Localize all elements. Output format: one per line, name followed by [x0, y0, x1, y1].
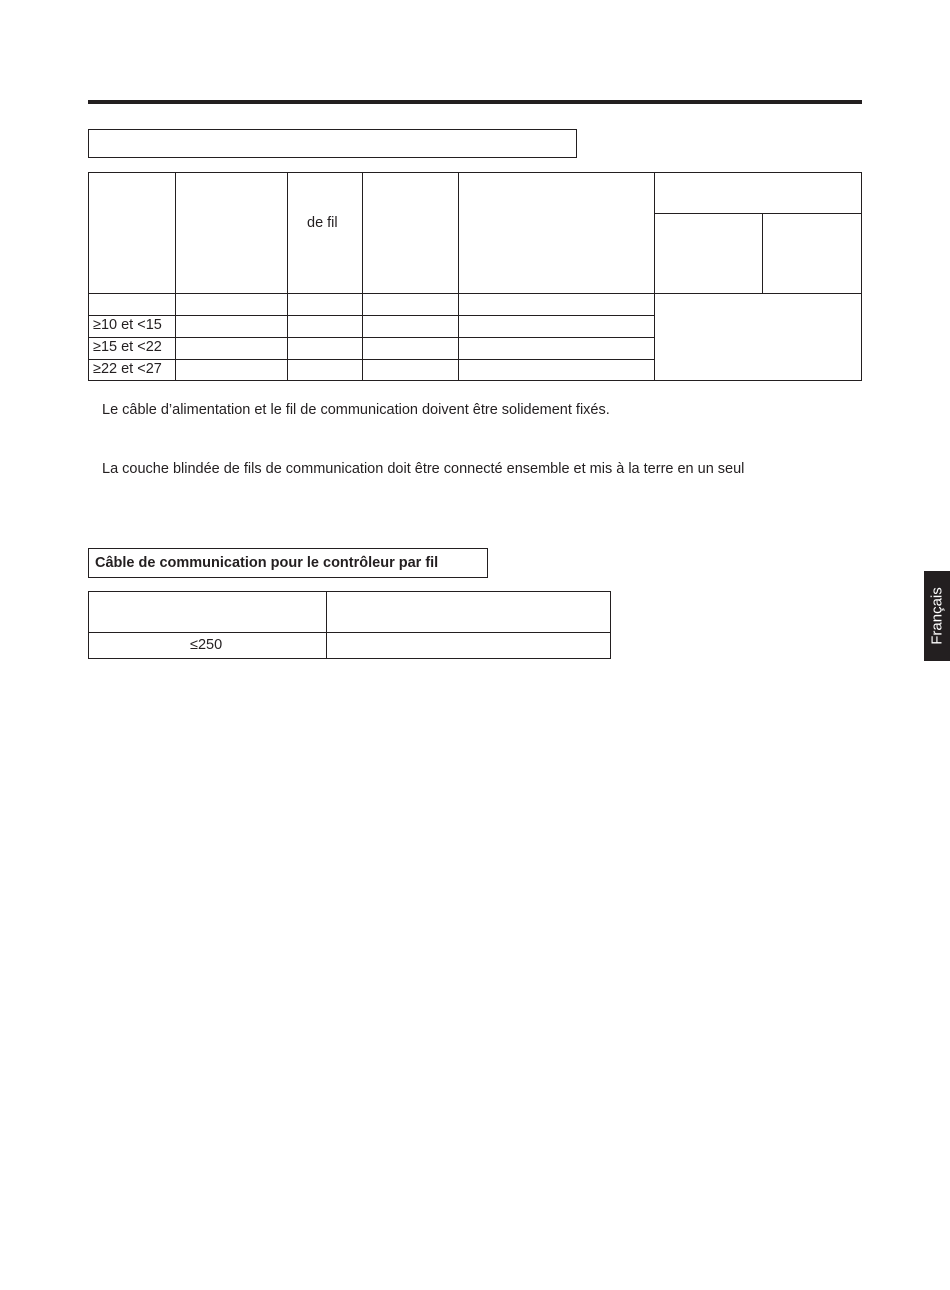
table-line — [458, 172, 459, 381]
comm-table-length-value: ≤250 — [190, 637, 223, 653]
table-line — [362, 172, 363, 381]
table-row-range: ≥15 et <22 — [93, 339, 162, 355]
comm-cable-table — [88, 591, 611, 659]
table-line — [762, 213, 763, 294]
table-line — [88, 315, 654, 316]
note-shield-grounding: La couche blindée de fils de communication doit être connecté ensemble et mis à la terre en un seul — [102, 461, 745, 477]
table-line — [326, 591, 327, 659]
table-line — [654, 213, 862, 214]
table-row-range: ≥10 et <15 — [93, 317, 162, 333]
header-rule — [88, 100, 862, 104]
table-line — [88, 359, 654, 360]
section-title-box-empty — [88, 129, 577, 158]
table-line — [88, 293, 862, 294]
table-line — [287, 172, 288, 381]
language-tab-label: Français — [928, 587, 946, 645]
comm-section-title: Câble de communication pour le contrôleur par fil — [88, 548, 488, 578]
note-cable-fixing: Le câble d’alimentation et le fil de communication doivent être solidement fixés. — [102, 402, 610, 418]
language-tab — [924, 571, 950, 661]
table-line — [88, 337, 654, 338]
table-header-wire-label: de fil — [307, 215, 338, 231]
table-line — [654, 172, 655, 381]
power-cable-table — [88, 172, 862, 381]
table-line — [175, 172, 176, 381]
table-line — [88, 632, 611, 633]
table-row-range: ≥22 et <27 — [93, 361, 162, 377]
